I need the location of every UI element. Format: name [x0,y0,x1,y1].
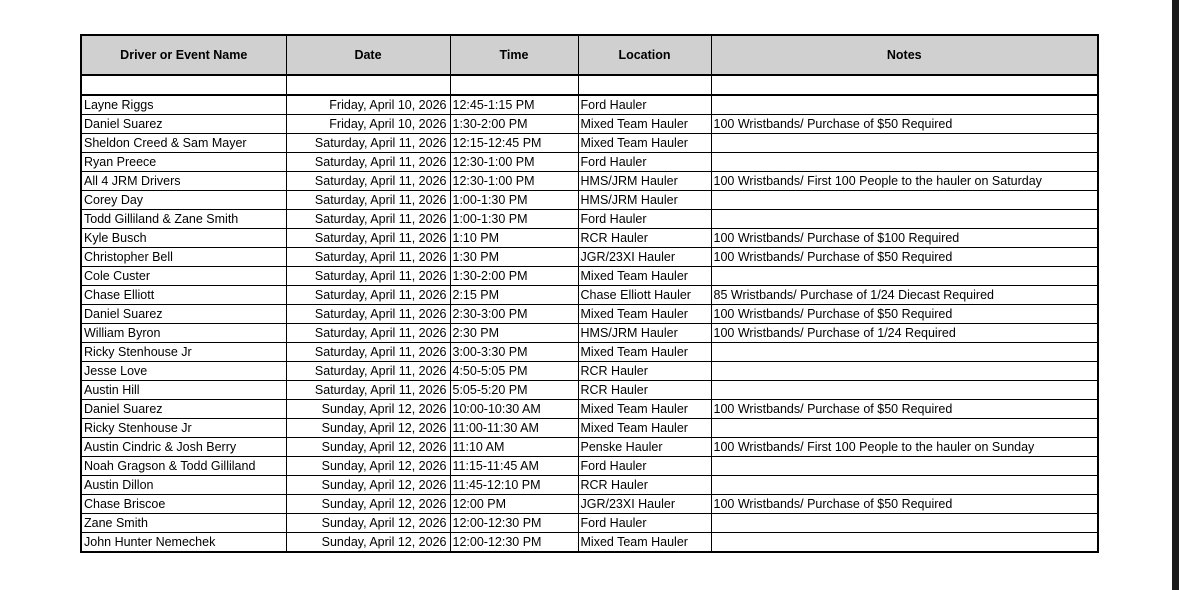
location-cell: RCR Hauler [578,381,711,400]
driver-cell: Ricky Stenhouse Jr [81,419,286,438]
location-cell: Chase Elliott Hauler [578,286,711,305]
notes-cell [711,362,1098,381]
table-row [81,343,1098,362]
location-cell: Mixed Team Hauler [578,134,711,153]
notes-cell [711,514,1098,533]
notes-cell [711,210,1098,229]
location-cell: Mixed Team Hauler [578,419,711,438]
notes-cell [711,95,1098,115]
date-cell: Sunday, April 12, 2026 [286,514,450,533]
driver-cell: Austin Dillon [81,476,286,495]
table-row [81,286,1098,305]
notes-cell: 100 Wristbands/ First 100 People to the hauler on Sunday [711,438,1098,457]
location-cell: Ford Hauler [578,514,711,533]
time-cell: 2:15 PM [450,286,578,305]
driver-cell: Sheldon Creed & Sam Mayer [81,134,286,153]
time-cell: 1:10 PM [450,229,578,248]
header-driver: Driver or Event Name [81,35,286,75]
blank-cell [81,75,286,95]
notes-cell [711,191,1098,210]
header-time: Time [450,35,578,75]
location-cell: Mixed Team Hauler [578,115,711,134]
notes-cell [711,153,1098,172]
date-cell: Saturday, April 11, 2026 [286,324,450,343]
notes-cell [711,343,1098,362]
time-cell: 2:30 PM [450,324,578,343]
driver-cell: Daniel Suarez [81,305,286,324]
date-cell: Saturday, April 11, 2026 [286,134,450,153]
location-cell: Mixed Team Hauler [578,400,711,419]
date-cell: Sunday, April 12, 2026 [286,400,450,419]
driver-cell: Cole Custer [81,267,286,286]
date-cell: Saturday, April 11, 2026 [286,153,450,172]
time-cell: 5:05-5:20 PM [450,381,578,400]
table-row [81,248,1098,267]
driver-cell: John Hunter Nemechek [81,533,286,553]
driver-cell: Noah Gragson & Todd Gilliland [81,457,286,476]
header-notes: Notes [711,35,1098,75]
date-cell: Sunday, April 12, 2026 [286,438,450,457]
time-cell: 12:30-1:00 PM [450,153,578,172]
time-cell: 1:00-1:30 PM [450,191,578,210]
time-cell: 1:00-1:30 PM [450,210,578,229]
table-row [81,115,1098,134]
date-cell: Sunday, April 12, 2026 [286,495,450,514]
header-location: Location [578,35,711,75]
location-cell: Ford Hauler [578,457,711,476]
blank-cell [578,75,711,95]
time-cell: 4:50-5:05 PM [450,362,578,381]
table-row [81,419,1098,438]
table-row [81,362,1098,381]
date-cell: Sunday, April 12, 2026 [286,476,450,495]
date-cell: Saturday, April 11, 2026 [286,248,450,267]
time-cell: 1:30-2:00 PM [450,115,578,134]
driver-cell: Layne Riggs [81,95,286,115]
date-cell: Saturday, April 11, 2026 [286,343,450,362]
notes-cell [711,457,1098,476]
date-cell: Saturday, April 11, 2026 [286,362,450,381]
table-row [81,533,1098,553]
header-date: Date [286,35,450,75]
time-cell: 12:30-1:00 PM [450,172,578,191]
table-row [81,381,1098,400]
blank-cell [450,75,578,95]
edge-bar [1172,0,1179,590]
driver-cell: Ryan Preece [81,153,286,172]
location-cell: Mixed Team Hauler [578,343,711,362]
table-row [81,95,1098,115]
table-row [81,514,1098,533]
date-cell: Saturday, April 11, 2026 [286,191,450,210]
time-cell: 11:15-11:45 AM [450,457,578,476]
notes-cell: 100 Wristbands/ First 100 People to the hauler on Saturday [711,172,1098,191]
header-row [81,35,1098,75]
table-row [81,172,1098,191]
location-cell: Mixed Team Hauler [578,533,711,553]
location-cell: Mixed Team Hauler [578,267,711,286]
date-cell: Saturday, April 11, 2026 [286,172,450,191]
driver-cell: Austin Cindric & Josh Berry [81,438,286,457]
notes-cell [711,267,1098,286]
location-cell: RCR Hauler [578,229,711,248]
table-row [81,457,1098,476]
table-row [81,476,1098,495]
location-cell: HMS/JRM Hauler [578,324,711,343]
table-row [81,305,1098,324]
notes-cell [711,533,1098,553]
date-cell: Saturday, April 11, 2026 [286,210,450,229]
notes-cell: 85 Wristbands/ Purchase of 1/24 Diecast Required [711,286,1098,305]
driver-cell: Chase Briscoe [81,495,286,514]
location-cell: RCR Hauler [578,476,711,495]
driver-cell: Ricky Stenhouse Jr [81,343,286,362]
notes-cell [711,476,1098,495]
driver-cell: Daniel Suarez [81,115,286,134]
time-cell: 12:15-12:45 PM [450,134,578,153]
date-cell: Saturday, April 11, 2026 [286,286,450,305]
date-cell: Friday, April 10, 2026 [286,95,450,115]
time-cell: 10:00-10:30 AM [450,400,578,419]
time-cell: 12:00 PM [450,495,578,514]
location-cell: JGR/23XI Hauler [578,495,711,514]
notes-cell: 100 Wristbands/ Purchase of $50 Required [711,248,1098,267]
table-row [81,495,1098,514]
time-cell: 1:30-2:00 PM [450,267,578,286]
date-cell: Saturday, April 11, 2026 [286,381,450,400]
location-cell: Ford Hauler [578,95,711,115]
time-cell: 12:00-12:30 PM [450,533,578,553]
time-cell: 12:45-1:15 PM [450,95,578,115]
schedule-table [80,34,1099,553]
driver-cell: William Byron [81,324,286,343]
time-cell: 2:30-3:00 PM [450,305,578,324]
table-row [81,324,1098,343]
notes-cell: 100 Wristbands/ Purchase of 1/24 Required [711,324,1098,343]
location-cell: Mixed Team Hauler [578,305,711,324]
blank-row [81,75,1098,95]
driver-cell: Daniel Suarez [81,400,286,419]
notes-cell [711,134,1098,153]
date-cell: Sunday, April 12, 2026 [286,419,450,438]
location-cell: RCR Hauler [578,362,711,381]
driver-cell: Corey Day [81,191,286,210]
driver-cell: Jesse Love [81,362,286,381]
date-cell: Saturday, April 11, 2026 [286,267,450,286]
table-row [81,438,1098,457]
driver-cell: Zane Smith [81,514,286,533]
notes-cell: 100 Wristbands/ Purchase of $50 Required [711,495,1098,514]
time-cell: 1:30 PM [450,248,578,267]
date-cell: Saturday, April 11, 2026 [286,229,450,248]
notes-cell [711,419,1098,438]
date-cell: Sunday, April 12, 2026 [286,457,450,476]
date-cell: Saturday, April 11, 2026 [286,305,450,324]
notes-cell: 100 Wristbands/ Purchase of $50 Required [711,400,1098,419]
table-row [81,191,1098,210]
time-cell: 3:00-3:30 PM [450,343,578,362]
driver-cell: Christopher Bell [81,248,286,267]
driver-cell: Chase Elliott [81,286,286,305]
location-cell: Ford Hauler [578,153,711,172]
table-row [81,134,1098,153]
location-cell: Penske Hauler [578,438,711,457]
location-cell: JGR/23XI Hauler [578,248,711,267]
time-cell: 11:10 AM [450,438,578,457]
notes-cell: 100 Wristbands/ Purchase of $100 Required [711,229,1098,248]
location-cell: HMS/JRM Hauler [578,172,711,191]
table-row [81,400,1098,419]
driver-cell: Todd Gilliland & Zane Smith [81,210,286,229]
date-cell: Sunday, April 12, 2026 [286,533,450,553]
notes-cell: 100 Wristbands/ Purchase of $50 Required [711,115,1098,134]
table-row [81,153,1098,172]
location-cell: HMS/JRM Hauler [578,191,711,210]
time-cell: 11:45-12:10 PM [450,476,578,495]
notes-cell: 100 Wristbands/ Purchase of $50 Required [711,305,1098,324]
blank-cell [711,75,1098,95]
driver-cell: All 4 JRM Drivers [81,172,286,191]
location-cell: Ford Hauler [578,210,711,229]
notes-cell [711,381,1098,400]
date-cell: Friday, April 10, 2026 [286,115,450,134]
table-row [81,267,1098,286]
blank-cell [286,75,450,95]
driver-cell: Kyle Busch [81,229,286,248]
time-cell: 11:00-11:30 AM [450,419,578,438]
table-row [81,210,1098,229]
time-cell: 12:00-12:30 PM [450,514,578,533]
table-row [81,229,1098,248]
driver-cell: Austin Hill [81,381,286,400]
